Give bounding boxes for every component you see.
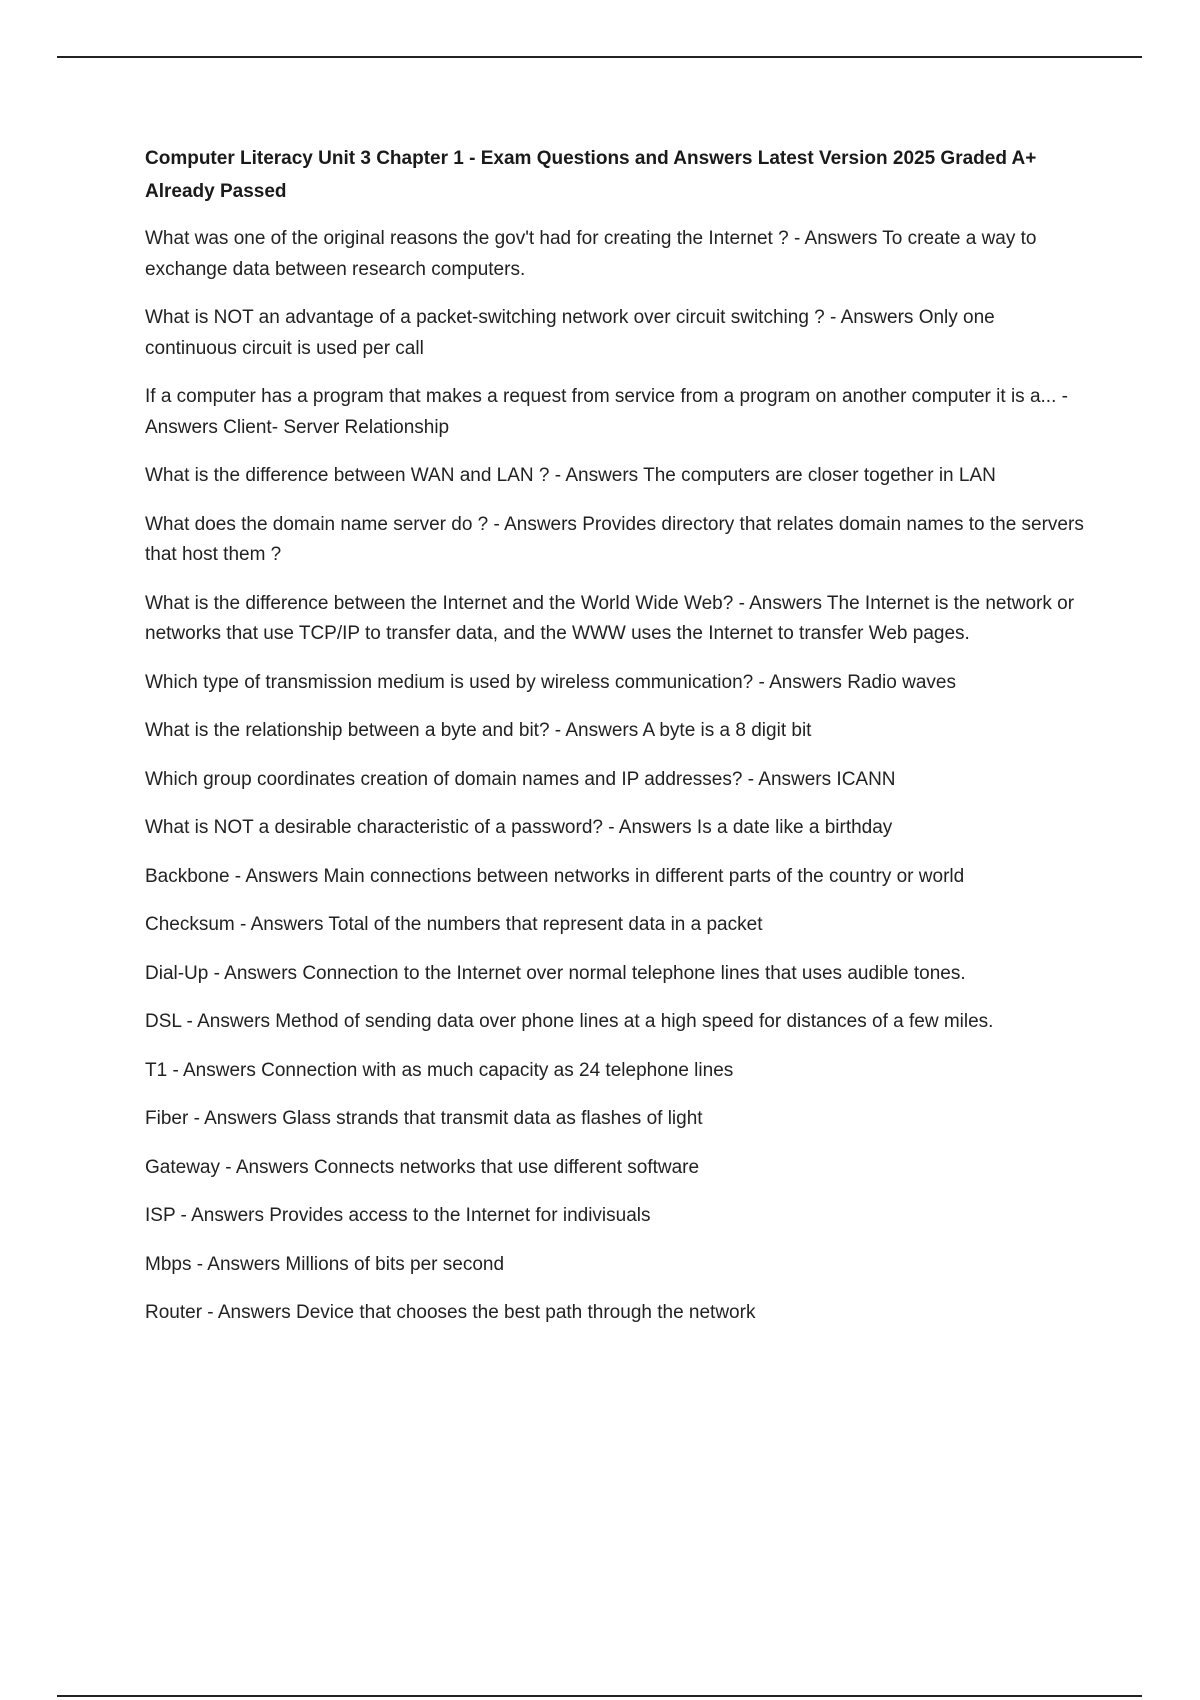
- qa-item: ISP - Answers Provides access to the Internet for indivisuals: [145, 1205, 651, 1226]
- qa-item: If a computer has a program that makes a request from service from a program on another computer it is a... - Answers Client- Server Relationship: [145, 386, 1068, 438]
- document-body: [145, 142, 1090, 1347]
- top-divider: [57, 56, 1142, 58]
- qa-item: What does the domain name server do ? - Answers Provides directory that relates domain names to the servers that host them ?: [145, 513, 1084, 565]
- qa-item: What was one of the original reasons the gov't had for creating the Internet ? - Answers To create a way to exchange data between research computers.: [145, 228, 1037, 280]
- bottom-divider: [57, 1695, 1142, 1697]
- qa-item: Gateway - Answers Connects networks that use different software: [145, 1156, 700, 1178]
- qa-item: DSL - Answers Method of sending data over phone lines at a high speed for distances of a few miles.: [145, 1011, 994, 1032]
- qa-item: Dial-Up - Answers Connection to the Internet over normal telephone lines that uses audible tones.: [145, 962, 966, 984]
- qa-item: Which type of transmission medium is used by wireless communication? - Answers Radio waves: [145, 671, 956, 693]
- qa-item: Checksum - Answers Total of the numbers that represent data in a packet: [145, 914, 763, 935]
- qa-item: Router - Answers Device that chooses the best path through the network: [145, 1302, 756, 1323]
- qa-item: What is NOT an advantage of a packet-switching network over circuit switching ? - Answers Only one continuous circuit is used per call: [145, 307, 995, 359]
- qa-item: Backbone - Answers Main connections between networks in different parts of the country or world: [145, 865, 965, 887]
- qa-item: Which group coordinates creation of domain names and IP addresses? - Answers ICANN: [145, 768, 896, 790]
- qa-item: Mbps - Answers Millions of bits per second: [145, 1253, 505, 1275]
- qa-item: What is NOT a desirable characteristic of a password? - Answers Is a date like a birthday: [145, 817, 893, 838]
- qa-item: T1 - Answers Connection with as much capacity as 24 telephone lines: [145, 1059, 734, 1081]
- qa-item: What is the difference between the Internet and the World Wide Web? - Answers The Internet is the network or networks that use TCP/IP to transfer data, and the WWW uses the Internet to transfer Web pages.: [145, 592, 1075, 644]
- qa-item: What is the relationship between a byte and bit? - Answers A byte is a 8 digit bit: [145, 720, 812, 741]
- document-title: Computer Literacy Unit 3 Chapter 1 - Exam Questions and Answers Latest Version 2025 Graded A+ Already Passed: [145, 148, 1037, 202]
- qa-item: What is the difference between WAN and LAN ? - Answers The computers are closer together in LAN: [145, 465, 996, 486]
- qa-item: Fiber - Answers Glass strands that transmit data as flashes of light: [145, 1108, 703, 1129]
